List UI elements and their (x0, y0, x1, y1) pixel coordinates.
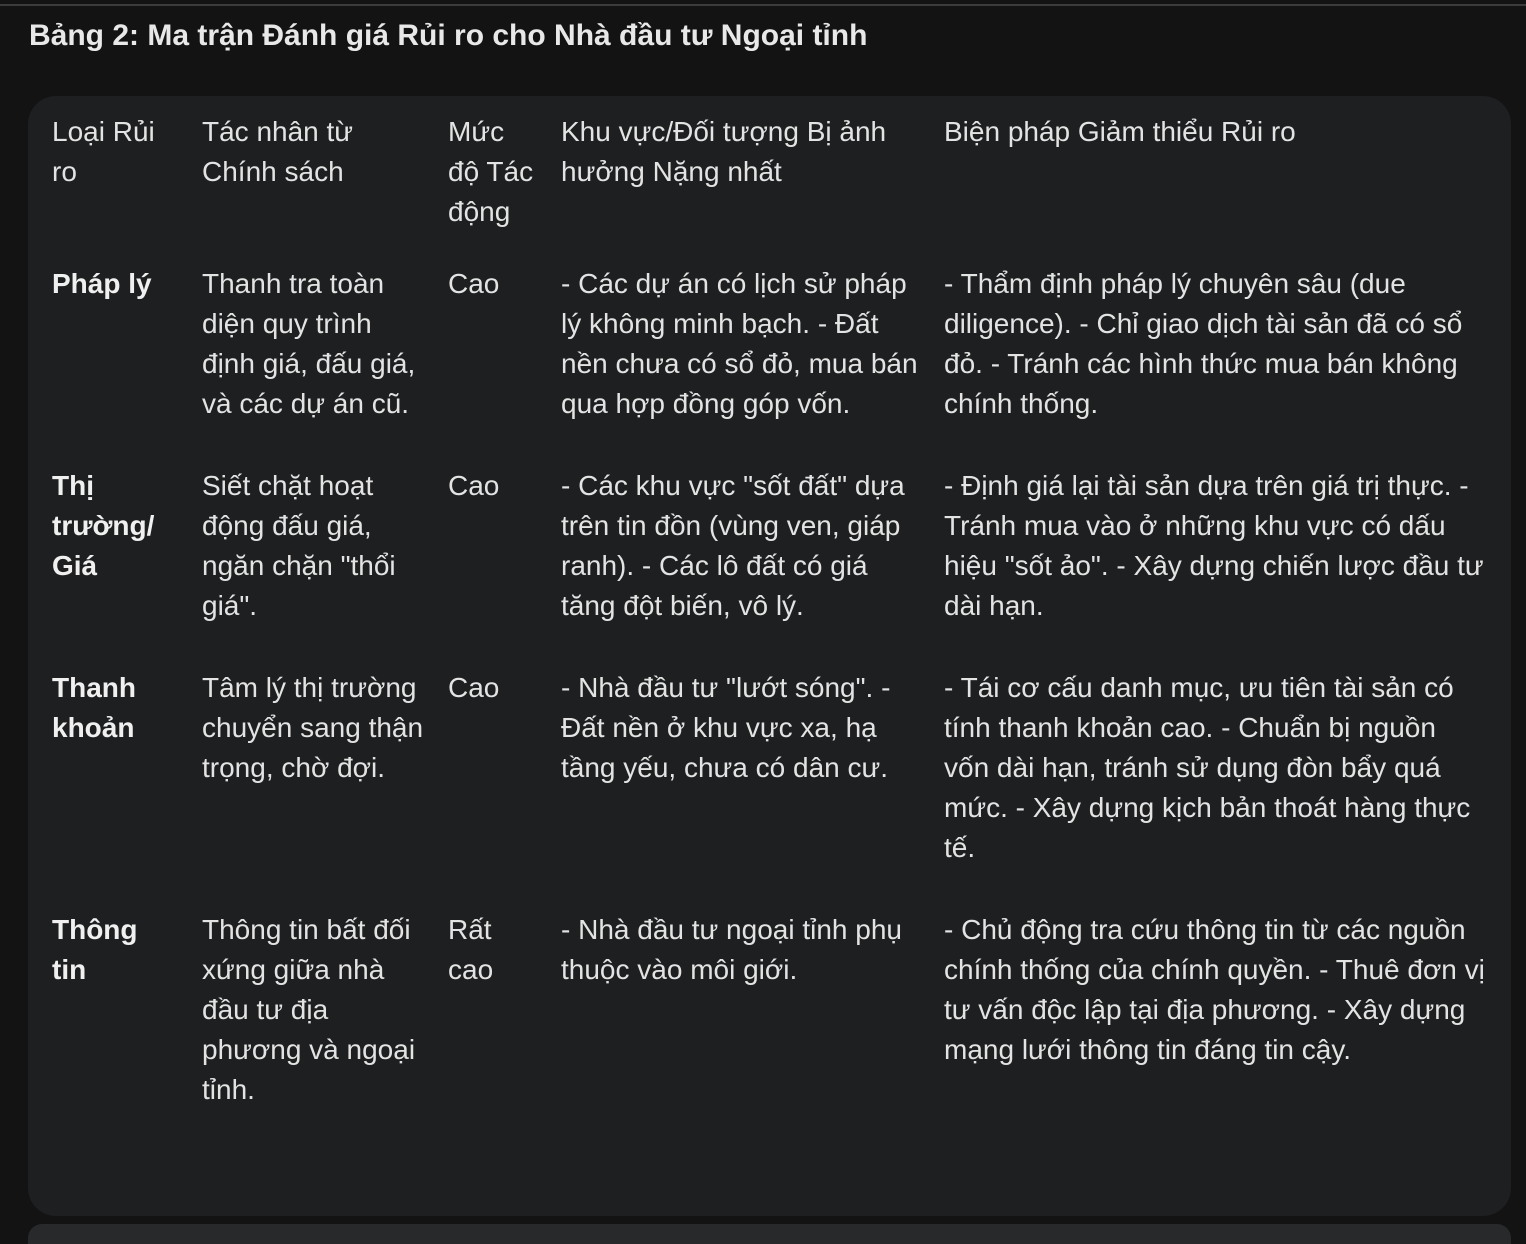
cell-affected-areas: - Nhà đầu tư ngoại tỉnh phụ thuộc vào môi giới. (561, 914, 902, 985)
cell-mitigation: - Định giá lại tài sản dựa trên giá trị thực. - Tránh mua vào ở những khu vực có dấu hiệu "sốt ảo". - Xây dựng chiến lược đầu tư dài hạn. (944, 470, 1484, 621)
risk-matrix-table (40, 112, 1500, 1110)
risk-matrix-card (28, 96, 1511, 1216)
table-row (40, 264, 1500, 466)
cell-impact-level: Cao (448, 672, 500, 703)
header-affected-areas: Khu vực/Đối tượng Bị ảnh hưởng Nặng nhất (561, 116, 887, 187)
cell-risk-type: Pháp lý (52, 268, 152, 299)
header-risk-type: Loại Rủi ro (52, 116, 155, 187)
next-block-edge (28, 1224, 1511, 1244)
cell-impact-level: Cao (448, 470, 500, 501)
top-divider (0, 4, 1526, 6)
cell-policy-driver: Tâm lý thị trường chuyển sang thận trọng, chờ đợi. (202, 672, 424, 783)
cell-impact-level: Rất cao (448, 914, 494, 985)
cell-affected-areas: - Nhà đầu tư "lướt sóng". - Đất nền ở khu vực xa, hạ tầng yếu, chưa có dân cư. (561, 672, 891, 783)
cell-policy-driver: Siết chặt hoạt động đấu giá, ngăn chặn "thổi giá". (202, 470, 396, 621)
cell-mitigation: - Tái cơ cấu danh mục, ưu tiên tài sản có tính thanh khoản cao. - Chuẩn bị nguồn vốn dài hạn, tránh sử dụng đòn bẩy quá mức. - Xây dựng kịch bản thoát hàng thực tế. (944, 672, 1471, 863)
table-row (40, 910, 1500, 1110)
cell-affected-areas: - Các khu vực "sốt đất" dựa trên tin đồn (vùng ven, giáp ranh). - Các lô đất có giá tăng đột biến, vô lý. (561, 470, 905, 621)
header-mitigation: Biện pháp Giảm thiểu Rủi ro (944, 116, 1296, 147)
header-impact-level: Mức độ Tác động (448, 116, 534, 227)
cell-risk-type: Thị trường/ Giá (52, 470, 155, 581)
cell-impact-level: Cao (448, 268, 500, 299)
cell-mitigation: - Thẩm định pháp lý chuyên sâu (due diligence). - Chỉ giao dịch tài sản đã có sổ đỏ. - Tránh các hình thức mua bán không chính thống. (944, 268, 1463, 419)
header-policy-driver: Tác nhân từ Chính sách (202, 116, 354, 187)
cell-risk-type: Thông tin (52, 914, 138, 985)
table-header-row (40, 112, 1500, 264)
table-title: Bảng 2: Ma trận Đánh giá Rủi ro cho Nhà đầu tư Ngoại tỉnh (29, 19, 868, 52)
cell-affected-areas: - Các dự án có lịch sử pháp lý không minh bạch. - Đất nền chưa có sổ đỏ, mua bán qua hợp đồng góp vốn. (561, 268, 918, 419)
cell-risk-type: Thanh khoản (52, 672, 136, 743)
cell-mitigation: - Chủ động tra cứu thông tin từ các nguồn chính thống của chính quyền. - Thuê đơn vị tư vấn độc lập tại địa phương. - Xây dựng mạng lưới thông tin đáng tin cậy. (944, 914, 1485, 1065)
cell-policy-driver: Thông tin bất đối xứng giữa nhà đầu tư địa phương và ngoại tỉnh. (202, 914, 416, 1105)
table-row (40, 466, 1500, 668)
table-row (40, 668, 1500, 910)
cell-policy-driver: Thanh tra toàn diện quy trình định giá, đấu giá, và các dự án cũ. (202, 268, 416, 419)
